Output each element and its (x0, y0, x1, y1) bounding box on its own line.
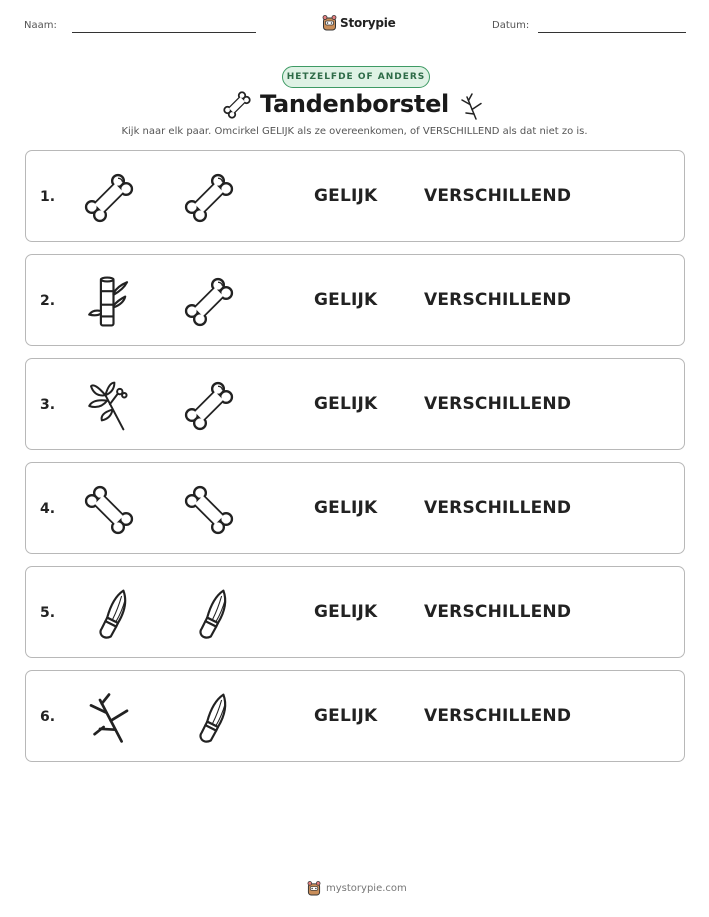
question-row-2 (25, 254, 685, 346)
row-number: 4. (40, 501, 56, 517)
same-option[interactable]: GELIJK (314, 394, 378, 414)
name-label: Naam: (24, 20, 57, 31)
date-label: Datum: (492, 20, 530, 31)
question-row-5 (25, 566, 685, 658)
worksheet-type-badge: HETZELFDE OF ANDERS (282, 66, 430, 88)
different-option[interactable]: VERSCHILLEND (424, 186, 572, 206)
date-line[interactable] (538, 32, 686, 33)
same-option[interactable]: GELIJK (314, 290, 378, 310)
different-option[interactable]: VERSCHILLEND (424, 706, 572, 726)
page-title: Tandenborstel (260, 90, 449, 118)
bone-icon (82, 483, 136, 537)
row-number: 1. (40, 189, 56, 205)
bone-icon (182, 379, 236, 433)
bone-icon (82, 171, 136, 225)
storypie-logo (322, 14, 396, 31)
brush-icon (182, 587, 236, 641)
footer-site-link[interactable]: mystorypie.com (326, 882, 407, 894)
same-option[interactable]: GELIJK (314, 706, 378, 726)
row-number: 3. (40, 397, 56, 413)
twig-icon (456, 90, 486, 122)
brand-name: Storypie (340, 15, 396, 30)
name-line[interactable] (72, 32, 256, 33)
row-number: 5. (40, 605, 56, 621)
same-option[interactable]: GELIJK (314, 602, 378, 622)
row-number: 2. (40, 293, 56, 309)
same-option[interactable]: GELIJK (314, 186, 378, 206)
question-row-3 (25, 358, 685, 450)
same-option[interactable]: GELIJK (314, 498, 378, 518)
question-row-6 (25, 670, 685, 762)
question-row-4 (25, 462, 685, 554)
instructions: Kijk naar elk paar. Omcirkel GELIJK als ze overeenkomen, of VERSCHILLEND als dat niet zo is. (121, 126, 588, 137)
twig-icon (82, 691, 136, 745)
leafy-twig-icon (82, 379, 136, 433)
row-number: 6. (40, 709, 56, 725)
bone-icon (182, 483, 236, 537)
footer (307, 880, 407, 896)
storypie-mascot-icon (322, 14, 337, 31)
different-option[interactable]: VERSCHILLEND (424, 602, 572, 622)
different-option[interactable]: VERSCHILLEND (424, 498, 572, 518)
storypie-mascot-icon (307, 880, 321, 896)
bamboo-icon (82, 275, 136, 329)
brush-icon (82, 587, 136, 641)
brush-icon (182, 691, 236, 745)
question-row-1 (25, 150, 685, 242)
different-option[interactable]: VERSCHILLEND (424, 394, 572, 414)
different-option[interactable]: VERSCHILLEND (424, 290, 572, 310)
bone-icon (182, 171, 236, 225)
bone-icon (182, 275, 236, 329)
